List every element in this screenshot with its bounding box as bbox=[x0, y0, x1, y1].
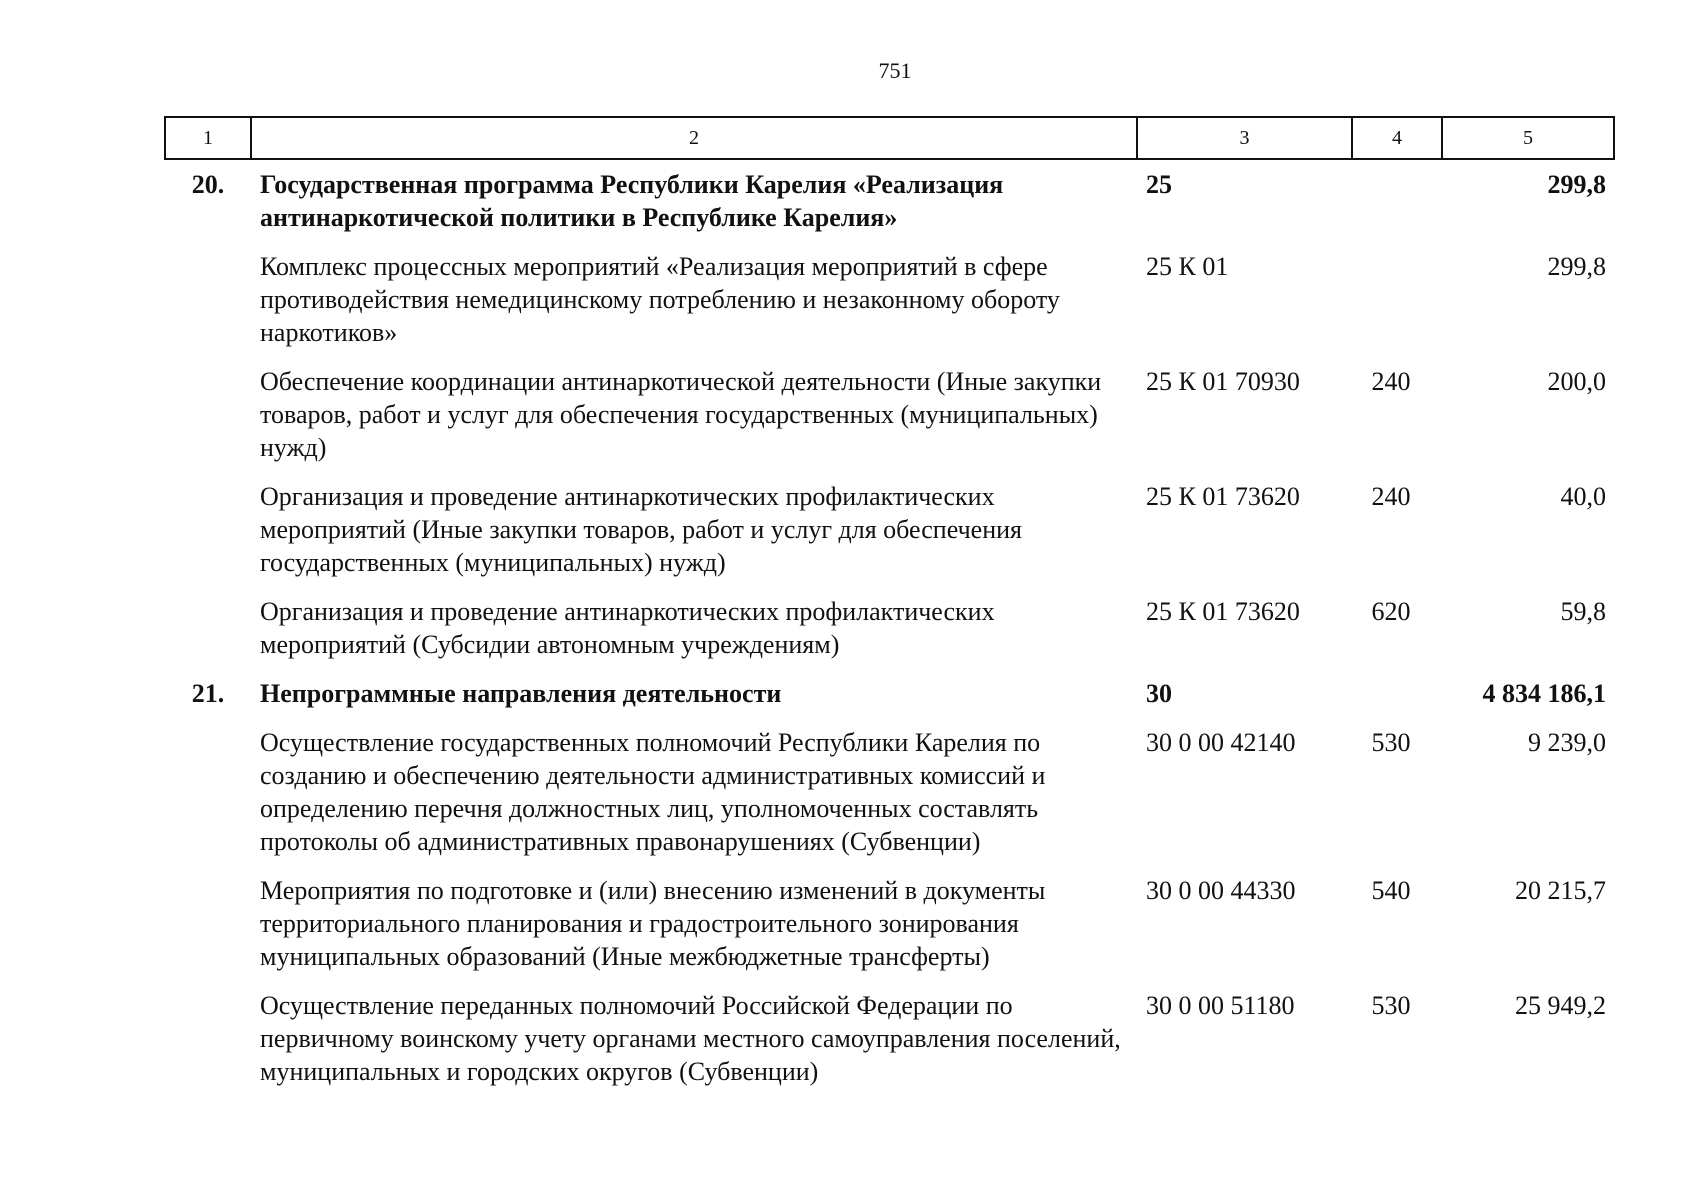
row-expense-type bbox=[1352, 250, 1442, 365]
row-number bbox=[165, 250, 251, 365]
table-row bbox=[165, 874, 1614, 989]
header-col-number: 1 bbox=[165, 117, 251, 159]
row-expense-type: 530 bbox=[1371, 991, 1411, 1020]
header-col-expense-type: 4 bbox=[1352, 117, 1442, 159]
row-amount: 59,8 bbox=[1560, 597, 1606, 626]
page-number: 751 bbox=[878, 58, 912, 83]
header-col-name: 2 bbox=[251, 117, 1137, 159]
row-name: Осуществление переданных полномочий Российской Федерации по первичному воинскому учету органами местного самоуправления поселений, муниципальных и городских округов (Субвенции) bbox=[260, 991, 1121, 1086]
row-amount: 9 239,0 bbox=[1528, 728, 1606, 757]
row-expense-type bbox=[1352, 677, 1442, 726]
table-row-program bbox=[165, 159, 1614, 250]
row-amount: 299,8 bbox=[1547, 252, 1606, 281]
row-number bbox=[165, 595, 251, 677]
row-amount: 20 215,7 bbox=[1515, 876, 1606, 905]
table-header bbox=[165, 117, 1614, 159]
row-amount: 200,0 bbox=[1547, 367, 1606, 396]
row-code: 30 0 00 51180 bbox=[1146, 991, 1295, 1020]
row-amount: 4 834 186,1 bbox=[1482, 679, 1606, 708]
row-expense-type: 240 bbox=[1371, 482, 1411, 511]
budget-table bbox=[164, 116, 1615, 1104]
row-code: 30 0 00 44330 bbox=[1146, 876, 1296, 905]
row-amount: 25 949,2 bbox=[1515, 991, 1606, 1020]
row-expense-type: 620 bbox=[1371, 597, 1411, 626]
table-row bbox=[165, 480, 1614, 595]
row-number bbox=[165, 365, 251, 480]
row-number bbox=[165, 726, 251, 874]
row-code: 25 К 01 70930 bbox=[1146, 367, 1300, 396]
row-code: 30 bbox=[1146, 679, 1172, 708]
row-name: Организация и проведение антинаркотических профилактических мероприятий (Субсидии автономным учреждениям) bbox=[260, 597, 995, 659]
row-code: 25 К 01 bbox=[1146, 252, 1229, 281]
header-row bbox=[165, 117, 1614, 159]
row-number bbox=[165, 480, 251, 595]
row-expense-type: 240 bbox=[1371, 367, 1411, 396]
row-code: 30 0 00 42140 bbox=[1146, 728, 1296, 757]
row-expense-type: 530 bbox=[1371, 728, 1411, 757]
row-number: 20. bbox=[191, 170, 225, 199]
row-name: Осуществление государственных полномочий Республики Карелия по созданию и обеспечению деятельности административных комиссий и определению перечня должностных лиц, уполномоченных составлять протоколы об административных правонарушениях (Субвенции) bbox=[260, 728, 1046, 856]
row-code: 25 bbox=[1146, 170, 1172, 199]
row-name: Мероприятия по подготовке и (или) внесению изменений в документы территориального планирования и градостроительного зонирования муниципальных образований (Иные межбюджетные трансферты) bbox=[260, 876, 1046, 971]
row-name: Обеспечение координации антинаркотической деятельности (Иные закупки товаров, работ и услуг для обеспечения государственных (муниципальных) нужд) bbox=[260, 367, 1102, 462]
table-row bbox=[165, 365, 1614, 480]
table-row bbox=[165, 250, 1614, 365]
row-number bbox=[165, 989, 251, 1104]
header-col-amount: 5 bbox=[1442, 117, 1614, 159]
row-name: Комплекс процессных мероприятий «Реализация мероприятий в сфере противодействия немедицинскому потреблению и незаконному обороту наркотиков» bbox=[260, 252, 1060, 347]
table-row bbox=[165, 595, 1614, 677]
row-expense-type bbox=[1352, 159, 1442, 250]
table-row bbox=[165, 989, 1614, 1104]
row-expense-type: 540 bbox=[1371, 876, 1411, 905]
table-row-program bbox=[165, 677, 1614, 726]
row-name: Государственная программа Республики Карелия «Реализация антинаркотической политики в Республике Карелия» bbox=[260, 170, 1004, 232]
table-row bbox=[165, 726, 1614, 874]
header-col-code: 3 bbox=[1137, 117, 1352, 159]
row-code: 25 К 01 73620 bbox=[1146, 597, 1300, 626]
row-number bbox=[165, 874, 251, 989]
row-amount: 40,0 bbox=[1560, 482, 1606, 511]
table-body bbox=[165, 159, 1614, 1104]
row-name: Непрограммные направления деятельности bbox=[260, 679, 782, 708]
row-number: 21. bbox=[191, 679, 225, 708]
row-amount: 299,8 bbox=[1547, 170, 1606, 199]
row-code: 25 К 01 73620 bbox=[1146, 482, 1300, 511]
row-name: Организация и проведение антинаркотических профилактических мероприятий (Иные закупки товаров, работ и услуг для обеспечения государственных (муниципальных) нужд) bbox=[260, 482, 1022, 577]
